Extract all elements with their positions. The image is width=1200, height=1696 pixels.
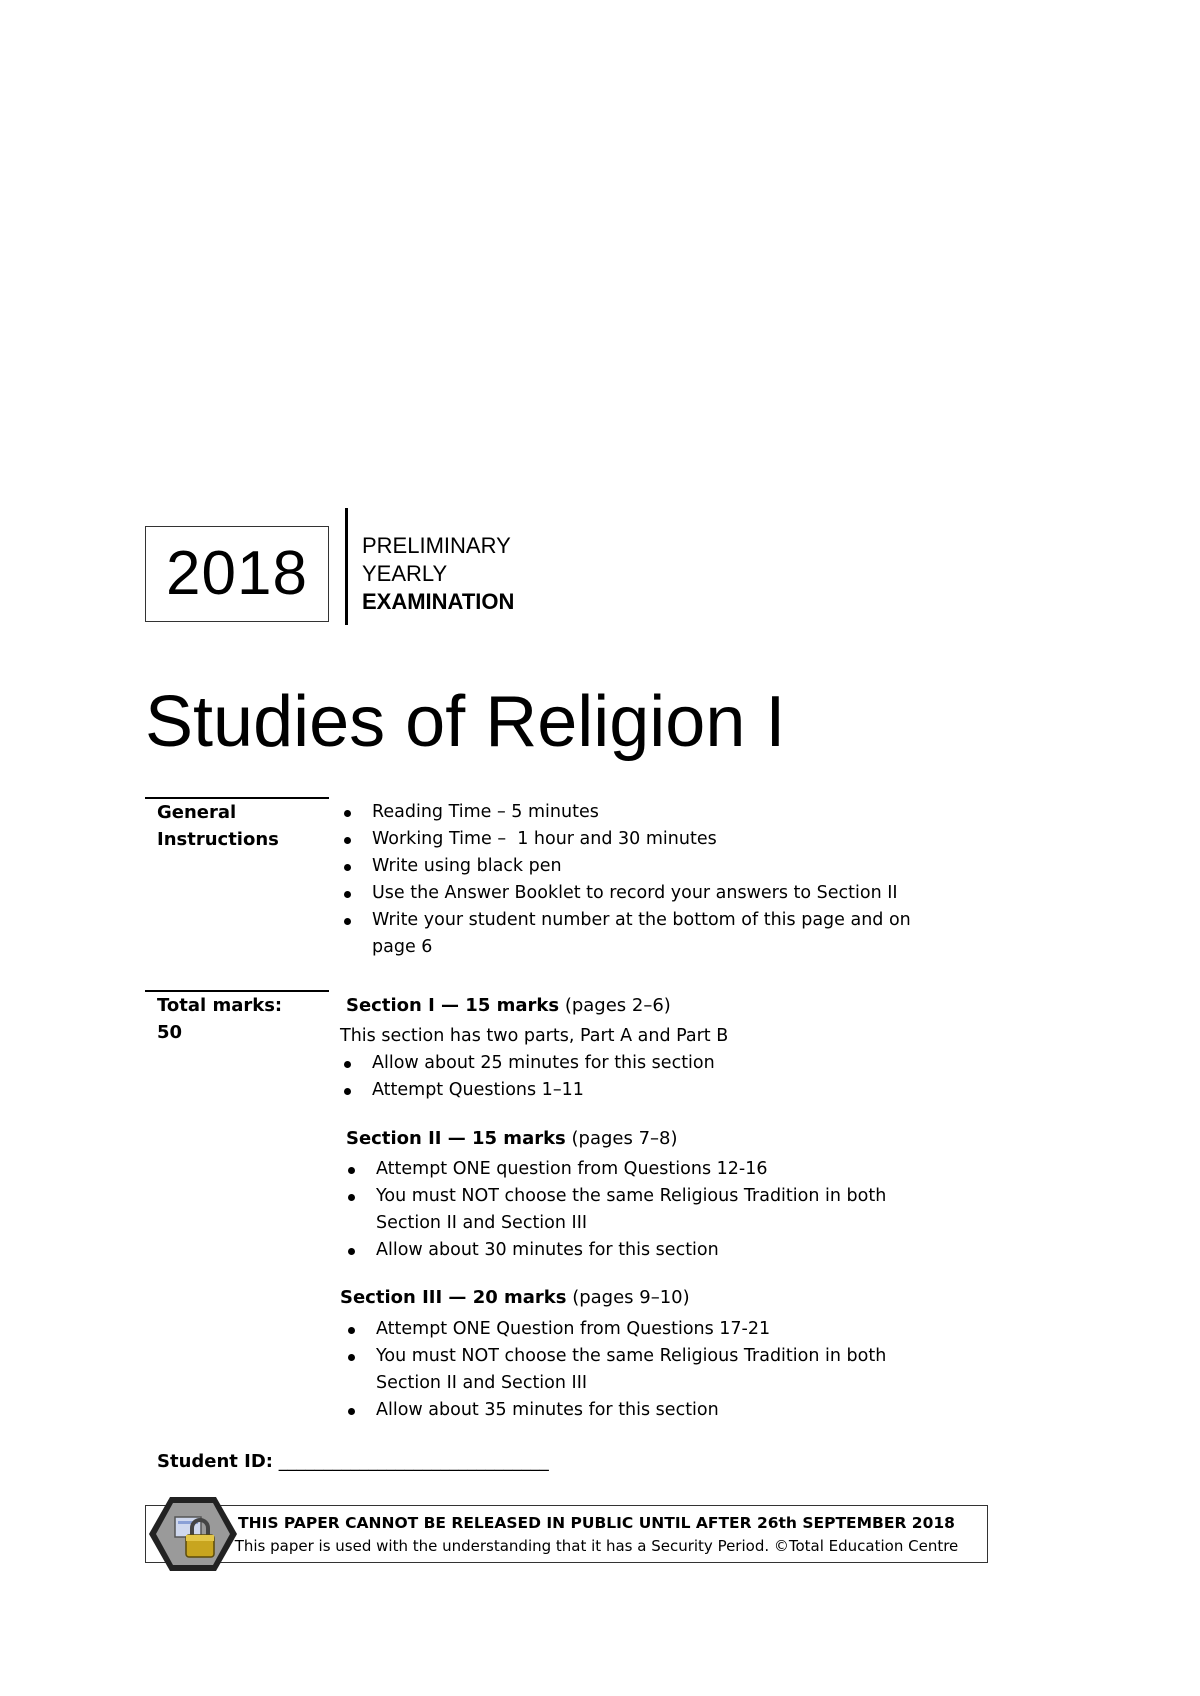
list-item: Allow about 25 minutes for this section: [340, 1050, 960, 1077]
list-item: You must NOT choose the same Religious Tradition in both Section II and Section III: [344, 1183, 934, 1237]
bullet-icon: [348, 1327, 355, 1334]
section-2-name: Section II — 15 marks: [346, 1128, 566, 1149]
header-divider: [345, 508, 348, 625]
list-item: Allow about 30 minutes for this section: [344, 1237, 934, 1264]
bullet-icon: [344, 864, 351, 871]
student-id-line[interactable]: ______________________________: [278, 1451, 549, 1472]
list-item: Attempt Questions 1–11: [340, 1077, 960, 1104]
exam-type-line-2: YEARLY: [362, 561, 448, 586]
list-item: You must NOT choose the same Religious Tradition in both Section II and Section III: [344, 1343, 934, 1397]
bullet-icon: [344, 918, 351, 925]
list-item: Attempt ONE question from Questions 12-16: [344, 1156, 934, 1183]
list-item: Write your student number at the bottom of this page and on page 6: [340, 907, 960, 961]
security-padlock-icon: [148, 1495, 238, 1573]
exam-type-line-1: PRELIMINARY: [362, 533, 511, 558]
section-3-heading: [340, 1284, 690, 1311]
student-id-label: Student ID:: [157, 1451, 273, 1472]
total-marks-title: Total marks:: [157, 995, 283, 1016]
general-instructions-list: [340, 799, 960, 961]
student-id-field[interactable]: [157, 1448, 549, 1475]
section-1-note: This section has two parts, Part A and Part B: [340, 1026, 729, 1046]
bullet-icon: [344, 837, 351, 844]
total-marks-value: 50: [157, 1022, 183, 1043]
list-item: Attempt ONE Question from Questions 17-21: [344, 1316, 934, 1343]
bullet-icon: [344, 1088, 351, 1095]
bullet-icon: [348, 1194, 355, 1201]
exam-year: 2018: [166, 539, 308, 608]
list-item: Allow about 35 minutes for this section: [344, 1397, 934, 1424]
list-item: Use the Answer Booklet to record your answers to Section II: [340, 880, 960, 907]
bullet-icon: [344, 810, 351, 817]
list-item: Write using black pen: [340, 853, 960, 880]
section-3-name: Section III — 20 marks: [340, 1287, 567, 1308]
general-label: [157, 799, 279, 853]
section-2-heading: [346, 1125, 678, 1152]
exam-type-line-3: EXAMINATION: [362, 589, 515, 614]
general-label-line-1: General: [157, 802, 237, 823]
year-box: [145, 526, 329, 622]
bullet-icon: [348, 1248, 355, 1255]
security-notice-line-2: This paper is used with the understanding that it has a Security Period. ©Total Education Centre: [234, 1537, 959, 1555]
total-marks-label: [157, 992, 282, 1046]
section-1-name: Section I — 15 marks: [346, 995, 560, 1016]
section-1-pages: (pages 2–6): [564, 995, 671, 1016]
section-3-list: [344, 1316, 934, 1424]
bullet-icon: [348, 1354, 355, 1361]
page-title: Studies of Religion I: [145, 682, 786, 762]
section-1-heading: [346, 992, 671, 1019]
bullet-icon: [344, 1061, 351, 1068]
exam-type: [362, 532, 514, 616]
bullet-icon: [348, 1408, 355, 1415]
security-notice-line-1: THIS PAPER CANNOT BE RELEASED IN PUBLIC UNTIL AFTER 26th SEPTEMBER 2018: [238, 1514, 955, 1532]
general-label-line-2: Instructions: [157, 829, 279, 850]
section-2-list: [344, 1156, 934, 1264]
list-item: Reading Time – 5 minutes: [340, 799, 960, 826]
section-1-list: [340, 1050, 960, 1104]
section-2-pages: (pages 7–8): [571, 1128, 678, 1149]
bullet-icon: [344, 891, 351, 898]
bullet-icon: [348, 1167, 355, 1174]
section-3-pages: (pages 9–10): [572, 1287, 690, 1308]
list-item: Working Time – 1 hour and 30 minutes: [340, 826, 960, 853]
security-notice-box: [145, 1505, 988, 1563]
